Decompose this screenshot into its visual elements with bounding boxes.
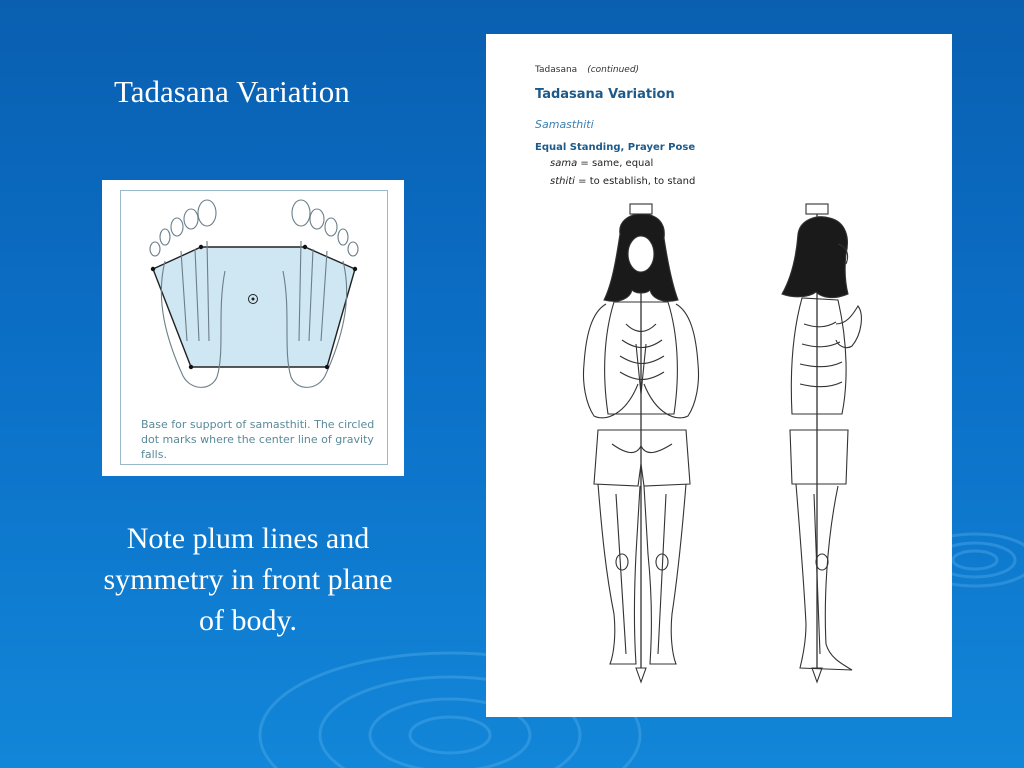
- side-view-figure: [782, 204, 861, 682]
- breadcrumb-label: Tadasana: [535, 65, 578, 75]
- feet-figure-caption: Base for support of samasthiti. The circled dot marks where the center line of gravity falls.: [141, 418, 375, 461]
- term-word: sthiti: [550, 176, 575, 187]
- term-meaning: = same, equal: [580, 158, 654, 169]
- slide-title: Tadasana Variation: [114, 74, 350, 109]
- page-subtitle: Samasthiti: [535, 118, 594, 131]
- slide-note: Note plum lines and symmetry in front plane of body.: [103, 522, 393, 637]
- page-title: Tadasana Variation: [535, 87, 675, 102]
- term-row: [550, 158, 653, 169]
- feet-support-diagram: [121, 191, 389, 411]
- term-row: [550, 176, 695, 187]
- support-base-polygon: [153, 247, 355, 367]
- page-breadcrumb: [535, 65, 639, 75]
- feet-support-figure: [102, 180, 404, 476]
- breadcrumb-note: (continued): [587, 65, 640, 75]
- feet-figure-frame: [120, 190, 388, 465]
- translation-heading: Equal Standing, Prayer Pose: [535, 142, 696, 153]
- body-figures-illustration: [486, 194, 952, 704]
- term-meaning: = to establish, to stand: [578, 176, 696, 187]
- term-word: sama: [550, 158, 578, 169]
- front-view-figure: [583, 204, 698, 682]
- book-page: [486, 34, 952, 717]
